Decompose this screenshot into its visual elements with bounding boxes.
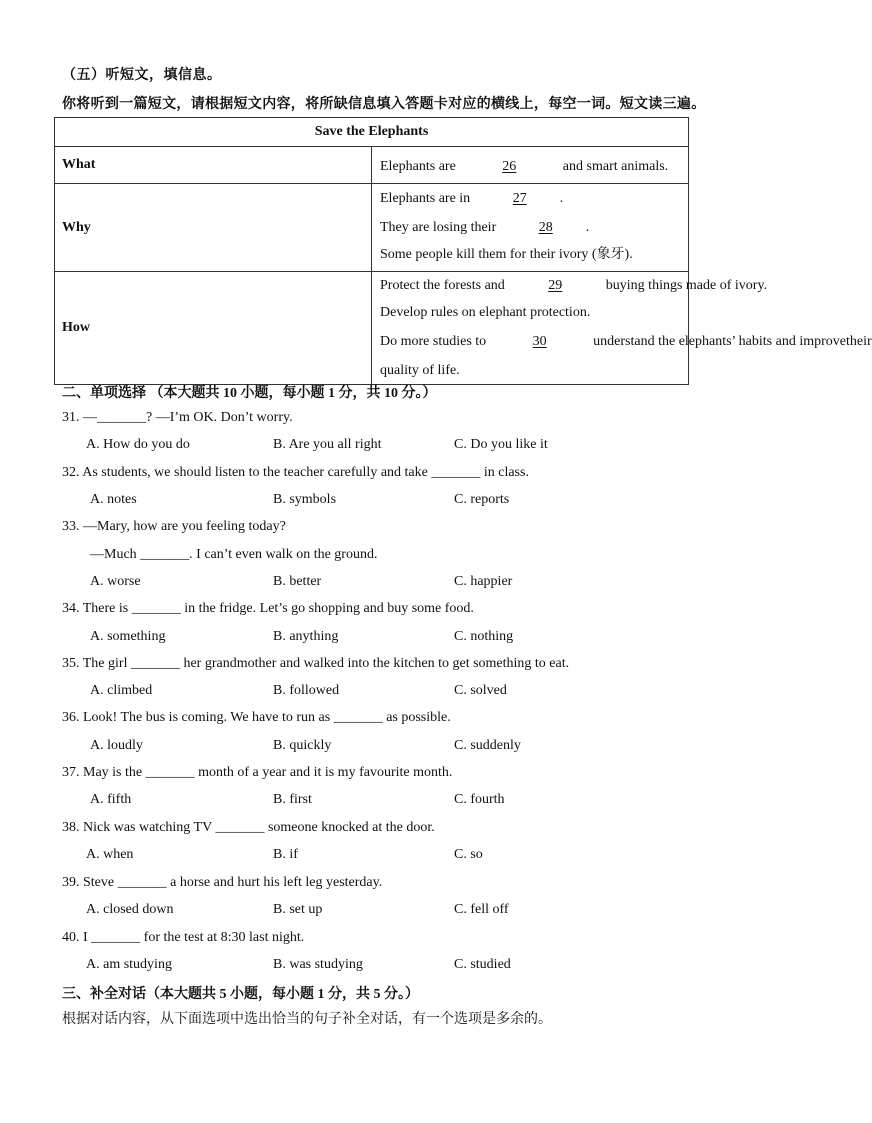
why-line2-post: . bbox=[585, 220, 590, 235]
q39-option-a: A. closed down bbox=[86, 902, 174, 917]
section-2-heading: 二、单项选择 （本大题共 10 小题，每小题 1 分，共 10 分。） bbox=[62, 386, 437, 401]
q40-option-c: C. studied bbox=[454, 957, 511, 972]
question-35: 35. The girl _______ her grandmother and walked into the kitchen to get something to eat. bbox=[62, 656, 570, 671]
blank-29: 29 bbox=[548, 278, 563, 293]
question-36: 36. Look! The bus is coming. We have to run as _______ as possible. bbox=[62, 710, 451, 725]
q35-option-c: C. solved bbox=[454, 683, 507, 698]
blank-28: 28 bbox=[538, 220, 553, 235]
how-line1-post: buying things made of ivory. bbox=[605, 278, 768, 293]
what-text-post: and smart animals. bbox=[562, 159, 669, 174]
question-40: 40. I _______ for the test at 8:30 last night. bbox=[62, 930, 305, 945]
q33-option-a: A. worse bbox=[90, 574, 141, 589]
q34-option-b: B. anything bbox=[273, 629, 339, 644]
q36-option-c: C. suddenly bbox=[454, 738, 521, 753]
save-elephants-table bbox=[54, 117, 872, 385]
how-line3-pre: Do more studies to bbox=[380, 334, 487, 349]
how-line4: quality of life. bbox=[380, 363, 460, 378]
why-line2-pre: They are losing their bbox=[380, 220, 497, 235]
section-3-instruction: 根据对话内容，从下面选项中选出恰当的句子补全对话，有一个选项是多余的。 bbox=[62, 1012, 552, 1027]
blank-26: 26 bbox=[502, 159, 517, 174]
q40-option-a: A. am studying bbox=[86, 957, 172, 972]
how-line1-pre: Protect the forests and bbox=[380, 278, 505, 293]
q31-option-a: A. How do you do bbox=[86, 437, 190, 452]
q31-option-b: B. Are you all right bbox=[273, 437, 382, 452]
question-33: 33. —Mary, how are you feeling today? bbox=[62, 519, 286, 534]
how-content bbox=[372, 272, 872, 385]
q38-option-a: A. when bbox=[86, 847, 134, 862]
q38-option-b: B. if bbox=[273, 847, 298, 862]
q40-option-b: B. was studying bbox=[273, 957, 363, 972]
question-31: 31. —_______? —I’m OK. Don’t worry. bbox=[62, 410, 293, 425]
question-34: 34. There is _______ in the fridge. Let’s go shopping and buy some food. bbox=[62, 601, 474, 616]
why-label: Why bbox=[55, 184, 372, 272]
q39-option-c: C. fell off bbox=[454, 902, 509, 917]
how-line3-mid: understand the elephants’ habits and improve bbox=[593, 334, 846, 349]
section-3-heading: 三、补全对话（本大题共 5 小题，每小题 1 分，共 5 分。） bbox=[62, 987, 419, 1002]
question-38: 38. Nick was watching TV _______ someone knocked at the door. bbox=[62, 820, 435, 835]
q34-option-a: A. something bbox=[90, 629, 166, 644]
how-label: How bbox=[55, 272, 372, 385]
question-32: 32. As students, we should listen to the teacher carefully and take _______ in class. bbox=[62, 465, 529, 480]
q36-option-b: B. quickly bbox=[273, 738, 332, 753]
table-title: Save the Elephants bbox=[55, 118, 689, 147]
q31-option-c: C. Do you like it bbox=[454, 437, 548, 452]
q34-option-c: C. nothing bbox=[454, 629, 514, 644]
why-line1-post: . bbox=[559, 191, 564, 206]
q33-option-c: C. happier bbox=[454, 574, 513, 589]
q33-option-b: B. better bbox=[273, 574, 322, 589]
blank-27: 27 bbox=[512, 191, 527, 206]
how-line2: Develop rules on elephant protection. bbox=[380, 305, 591, 320]
question-39: 39. Steve _______ a horse and hurt his left leg yesterday. bbox=[62, 875, 383, 890]
q37-option-b: B. first bbox=[273, 792, 312, 807]
q37-option-a: A. fifth bbox=[90, 792, 132, 807]
q35-option-b: B. followed bbox=[273, 683, 340, 698]
why-content bbox=[372, 184, 689, 272]
q32-option-a: A. notes bbox=[90, 492, 137, 507]
q37-option-c: C. fourth bbox=[454, 792, 505, 807]
question-33-reply: —Much _______. I can’t even walk on the ground. bbox=[90, 547, 378, 562]
q36-option-a: A. loudly bbox=[90, 738, 143, 753]
q39-option-b: B. set up bbox=[273, 902, 323, 917]
q38-option-c: C. so bbox=[454, 847, 483, 862]
question-37: 37. May is the _______ month of a year and it is my favourite month. bbox=[62, 765, 453, 780]
what-label: What bbox=[55, 147, 372, 184]
blank-30: 30 bbox=[532, 334, 547, 349]
what-content bbox=[372, 147, 689, 184]
section-5-instruction: 你将听到一篇短文，请根据短文内容，将所缺信息填入答题卡对应的横线上，每空一词。短文读三遍。 bbox=[62, 97, 706, 112]
why-line3: Some people kill them for their ivory (象牙). bbox=[380, 247, 633, 262]
how-line3-end: their bbox=[846, 334, 872, 349]
q35-option-a: A. climbed bbox=[90, 683, 153, 698]
what-text-pre: Elephants are bbox=[380, 159, 456, 174]
why-line1-pre: Elephants are in bbox=[380, 191, 471, 206]
q32-option-b: B. symbols bbox=[273, 492, 337, 507]
q32-option-c: C. reports bbox=[454, 492, 510, 507]
section-5-heading: （五）听短文，填信息。 bbox=[62, 68, 222, 83]
